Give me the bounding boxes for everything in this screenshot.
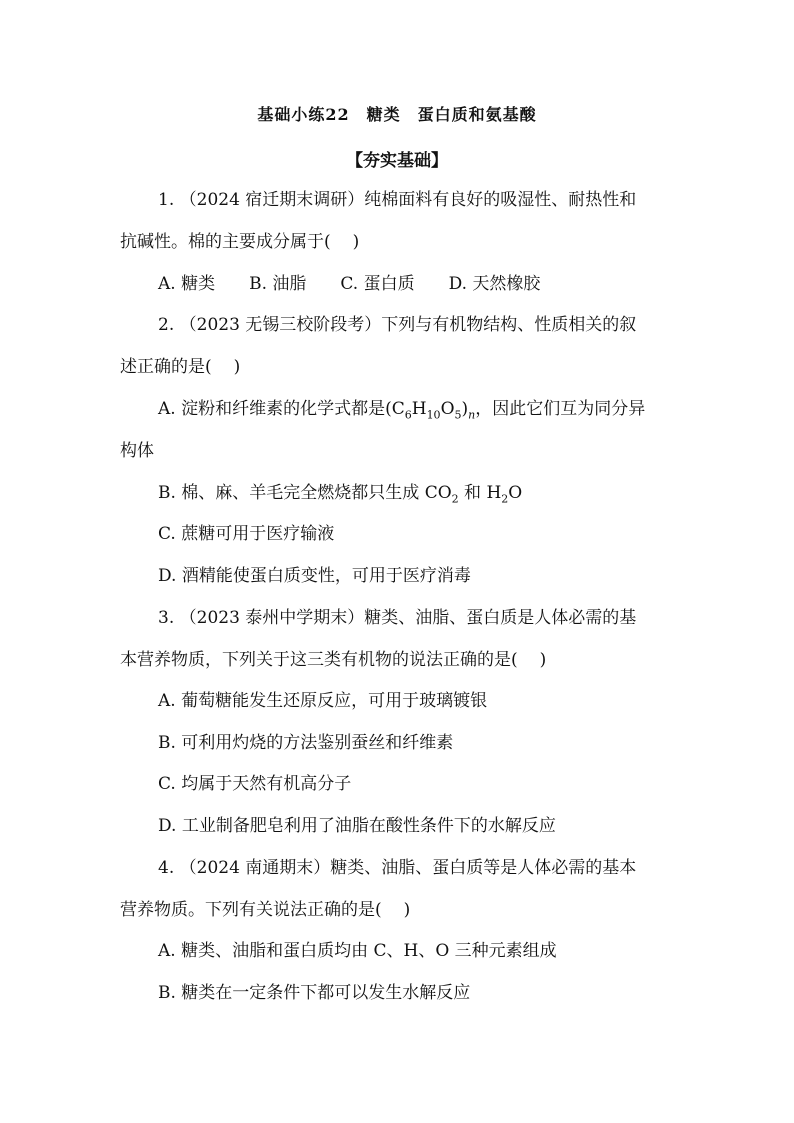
q2-b-text: B. 棉、麻、羊毛完全燃烧都只生成 CO xyxy=(158,483,452,503)
q4-line2 xyxy=(120,898,410,922)
q2-a-text: O xyxy=(440,399,455,419)
q2-a-text: ) xyxy=(461,399,469,419)
q1-options: A. 糖类 B. 油脂 C. 蛋白质 D. 天然橡胶 xyxy=(158,274,541,294)
q2-option-d: D. 酒精能使蛋白质变性，可用于医疗消毒 xyxy=(158,566,471,586)
q1-stem-text: 抗碱性。棉的主要成分属于( xyxy=(120,232,331,252)
q3-option-c: C. 均属于天然有机高分子 xyxy=(158,774,352,794)
q2-b-text: O xyxy=(508,483,523,503)
q2-b-text: 和 H xyxy=(458,483,502,503)
q2-a-text: H xyxy=(411,399,427,419)
q4-close-paren: ) xyxy=(403,900,411,920)
page-title: 基础小练22 糖类 蛋白质和氨基酸 xyxy=(257,105,537,124)
subscript: 5 xyxy=(454,408,462,422)
q4-option-a: A. 糖类、油脂和蛋白质均由 C、H、O 三种元素组成 xyxy=(158,941,557,961)
subscript: 2 xyxy=(501,492,509,506)
q2-option-b xyxy=(158,481,522,511)
subscript: 6 xyxy=(404,408,412,422)
q3-option-d: D. 工业制备肥皂利用了油脂在酸性条件下的水解反应 xyxy=(158,816,556,836)
q2-stem-text: 述正确的是( xyxy=(120,357,212,377)
q2-a-text: ，因此它们互为同分异 xyxy=(475,399,646,419)
q3-line2 xyxy=(120,648,546,672)
subscript: n xyxy=(468,408,476,422)
q3-option-a: A. 葡萄糖能发生还原反应，可用于玻璃镀银 xyxy=(158,691,488,711)
section-heading: 【夯实基础】 xyxy=(346,151,448,171)
q2-close-paren: ) xyxy=(233,357,241,377)
q2-option-a-line2: 构体 xyxy=(120,441,154,461)
q3-line1: 3. （2023 泰州中学期末）糖类、油脂、蛋白质是人体必需的基 xyxy=(158,608,637,628)
q4-option-b: B. 糖类在一定条件下都可以发生水解反应 xyxy=(158,983,471,1003)
q2-option-c: C. 蔗糖可用于医疗输液 xyxy=(158,524,335,544)
q4-line1: 4. （2024 南通期末）糖类、油脂、蛋白质等是人体必需的基本 xyxy=(158,858,637,878)
q4-stem-text: 营养物质。下列有关说法正确的是( xyxy=(120,900,382,920)
q1-line1: 1. （2024 宿迁期末调研）纯棉面料有良好的吸湿性、耐热性和 xyxy=(158,190,637,210)
q2-line2 xyxy=(120,355,240,379)
subscript: 2 xyxy=(451,492,459,506)
q1-close-paren: ) xyxy=(352,232,360,252)
q1-line2 xyxy=(120,230,359,254)
subscript: 10 xyxy=(426,408,441,422)
q3-stem-text: 本营养物质，下列关于这三类有机物的说法正确的是( xyxy=(120,650,518,670)
q2-a-text: A. 淀粉和纤维素的化学式都是(C xyxy=(158,399,405,419)
q2-option-a xyxy=(158,397,645,427)
q2-line1: 2. （2023 无锡三校阶段考）下列与有机物结构、性质相关的叙 xyxy=(158,315,637,335)
q3-option-b: B. 可利用灼烧的方法鉴别蚕丝和纤维素 xyxy=(158,733,454,753)
q3-close-paren: ) xyxy=(539,650,547,670)
